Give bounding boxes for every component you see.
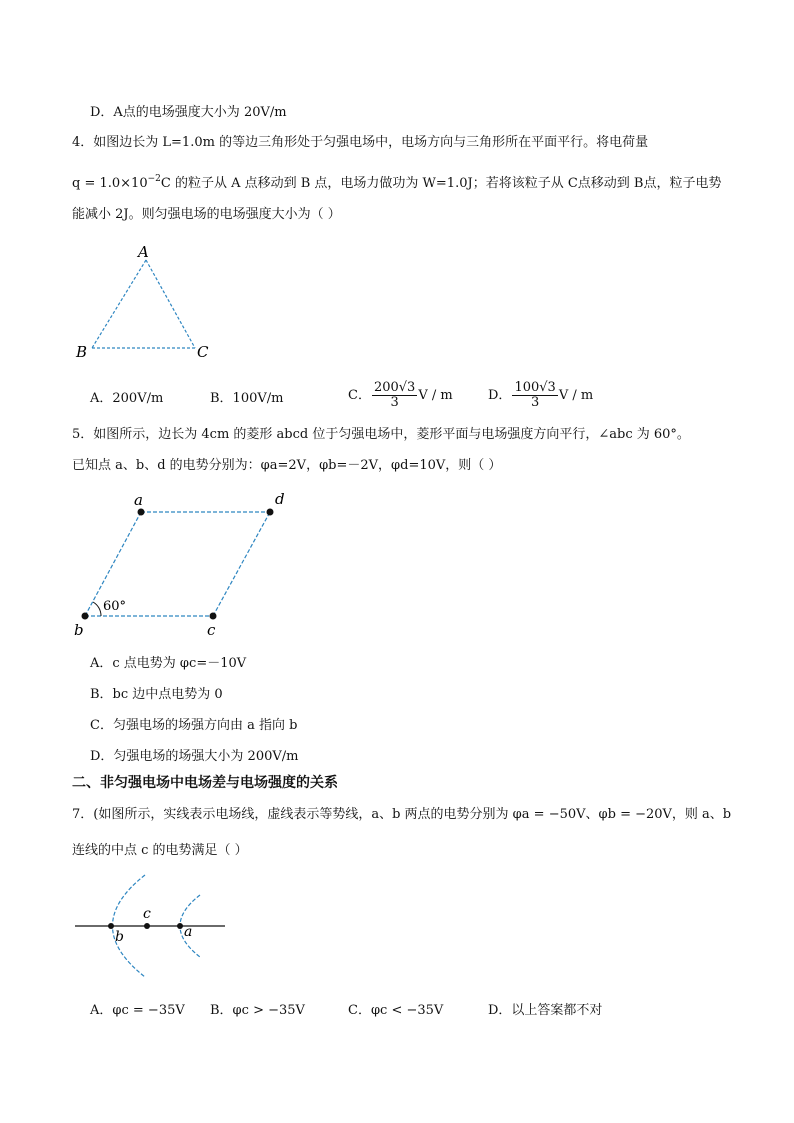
q7-option-a: A．φc = −35V: [90, 1003, 185, 1018]
q5-point-a: [138, 509, 145, 516]
q5-label-a: a: [134, 491, 143, 509]
q5-label-b: b: [74, 621, 84, 639]
q4-option-d-unit: V / m: [558, 388, 594, 403]
q4-option-c-unit: V / m: [418, 388, 453, 403]
q4-option-c-fraction: [372, 381, 417, 410]
q5-edge-cd: [213, 512, 270, 616]
q4-option-c-numerator: 200√3: [373, 380, 416, 395]
q7-stem-line2: 连线的中点 c 的电势满足（ ）: [72, 843, 248, 858]
q5-stem-line2: 已知点 a、b、d 的电势分别为：φa=2V，φb=－2V，φd=10V，则（ ）: [72, 458, 502, 473]
q7-label-b: b: [115, 929, 124, 945]
q4-stem-line3: 能减小 2J。则匀强电场的电场强度大小为（ ）: [72, 207, 341, 222]
q7-label-a: a: [184, 924, 193, 940]
q4-edge-ab: [92, 260, 146, 348]
q4-edge-ac: [146, 260, 195, 348]
q4-option-d-prefix: D．: [488, 388, 512, 403]
q4-option-b: B．100V/m: [210, 391, 284, 406]
q4-option-c-denominator: 3: [390, 395, 399, 410]
q7-point-b: [108, 923, 114, 929]
q4-vertex-b-label: B: [76, 343, 88, 361]
q3-option-d: D．A点的电场强度大小为 20V/m: [90, 105, 287, 120]
q5-option-c: C．匀强电场的场强方向由 a 指向 b: [90, 718, 298, 733]
q4-option-c: [348, 381, 453, 410]
q7-label-c: c: [143, 906, 151, 922]
q4-vertex-a-label: A: [138, 243, 149, 261]
q5-option-d: D．匀强电场的场强大小为 200V/m: [90, 749, 299, 764]
q7-field-figure: [70, 870, 235, 985]
q4-option-d-fraction: [512, 381, 557, 410]
q4-stem-line2: [72, 170, 721, 193]
q5-option-b: B．bc 边中点电势为 0: [90, 687, 223, 702]
q5-angle-arc: [93, 602, 101, 616]
q5-rhombus-figure: [70, 488, 310, 643]
q4-stem-line1: 4．如图边长为 L=1.0m 的等边三角形处于匀强电场中，电场方向与三角形所在平面平行。将电荷量: [72, 135, 649, 150]
q5-point-b: [82, 613, 89, 620]
q5-point-c: [210, 613, 217, 620]
q5-label-d: d: [275, 490, 285, 508]
q5-stem-line1: 5．如图所示，边长为 4cm 的菱形 abcd 位于匀强电场中，菱形平面与电场强度方向平行，∠abc 为 60°。: [72, 427, 690, 442]
q7-option-b: B．φc > −35V: [210, 1003, 305, 1018]
q4-option-d-numerator: 100√3: [514, 380, 556, 395]
q4-option-d: [488, 381, 593, 410]
q4-stem-line2-rest: C 的粒子从 A 点移动到 B 点，电场力做功为 W=1.0J；若将该粒子从 C点移动到 B点，粒子电势: [160, 176, 722, 191]
q7-point-a: [177, 923, 183, 929]
q5-option-a: A．c 点电势为 φc=－10V: [90, 656, 247, 671]
q5-label-c: c: [207, 621, 216, 639]
q4-option-c-prefix: C．: [348, 388, 371, 403]
q4-option-d-denominator: 3: [530, 395, 540, 410]
q5-angle-label: 60°: [103, 599, 127, 614]
q4-vertex-c-label: C: [197, 343, 209, 361]
q7-option-c: C．φc < −35V: [348, 1003, 444, 1018]
q7-point-c: [144, 923, 150, 929]
q7-stem-line1: 7．(如图所示，实线表示电场线，虚线表示等势线，a、b 两点的电势分别为 φa = −50V、φb = −20V，则 a、b: [72, 807, 732, 822]
q4-option-a: A．200V/m: [90, 391, 164, 406]
q4-charge: q = 1.0×10: [72, 176, 148, 191]
q4-charge-exponent: −2: [147, 174, 161, 184]
section-2-heading: 二、非匀强电场中电场差与电场强度的关系: [72, 775, 338, 791]
q5-point-d: [267, 509, 274, 516]
q7-option-d: D．以上答案都不对: [488, 1003, 603, 1018]
q4-triangle-figure: [70, 240, 230, 365]
